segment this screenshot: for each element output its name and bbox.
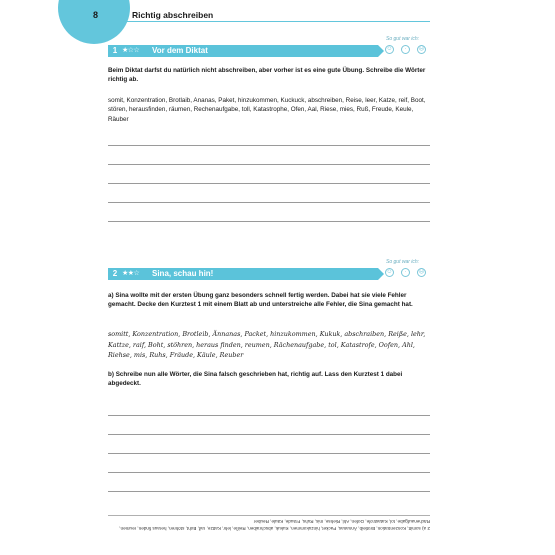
- writing-line[interactable]: [108, 164, 430, 165]
- task-1-header: [108, 45, 378, 57]
- smiley-sad-icon[interactable]: ☹: [418, 269, 425, 275]
- smiley-happy-icon[interactable]: ☺: [386, 46, 393, 52]
- task-2b-instruction: b) Schreibe nun alle Wörter, die Sina falsch geschrieben hat, richtig auf. Lass den Kurztest 1 dabei abgedeckt.: [108, 371, 403, 388]
- rating-label-2: So gut war ich:: [386, 259, 420, 265]
- writing-line[interactable]: [108, 415, 430, 416]
- task-title: Sina, schau hin!: [152, 269, 214, 278]
- task-title: Vor dem Diktat: [152, 46, 208, 55]
- writing-line[interactable]: [108, 472, 430, 473]
- answer-key-upside-down: 2 a) somitt, Konzentration, Brotleib, Ännanas, Packet, hinzukommen, Kukuk, abschraiben, Reiße, lehr, Kattze, raif, Boht, stöhren, heraus finden, reumen, Rächenaufgabe, tol, Katastrofe, Oofen, Ahl, Riehse, mis, Ruhs, Fräude, Käule, Reuber: [119, 519, 430, 531]
- smiley-sad-icon[interactable]: ☹: [418, 46, 425, 52]
- difficulty-stars-icon: ★★☆: [122, 270, 140, 277]
- writing-line[interactable]: [108, 434, 430, 435]
- smiley-neutral-icon[interactable]: ·: [401, 45, 410, 54]
- task-1-word-list: somit, Konzentration, Brotlaib, Ananas, Paket, hinzukommen, Kuckuck, abschreiben, Reise, leer, Katze, reif, Boot, stören, herausfinden, räumen, Rechenaufgabe, toll, Katastrophe, Ofen, Aal, Riese, mies, Ruß, Freude, Keule, Räuber: [108, 97, 426, 123]
- task-2a-instruction: a) Sina wollte mit der ersten Übung ganz besonders schnell fertig werden. Dabei hat sie viele Fehler gemacht. Decke den Kurztest 1 mit einem Blatt ab und unterstreiche alle Fehler, die Sina gemacht hat.: [108, 292, 413, 309]
- task-number: 2: [112, 269, 118, 278]
- footer-divider: [108, 515, 430, 516]
- page-number: 8: [93, 10, 99, 20]
- smiley-neutral-icon[interactable]: ·: [401, 268, 410, 277]
- handwritten-word-list: somitt, Konzentration, Brotleib, Ännanas, Packet, hinzukommen, Kukuk, abschraiben, Reiße, lehr, Kattze, raif, Boht, stöhren, heraus finden, reumen, Rächenaufgabe, tol, Katastrofe, Oofen, Ahl, Riehse, mis, Ruhs, Fräude, Käule, Reuber: [108, 330, 426, 359]
- writing-line[interactable]: [108, 221, 430, 222]
- page-number-circle: [58, 0, 130, 44]
- smiley-happy-icon[interactable]: ☺: [386, 269, 393, 275]
- writing-line[interactable]: [108, 183, 430, 184]
- chapter-title: Richtig abschreiben: [132, 10, 214, 20]
- writing-line[interactable]: [108, 453, 430, 454]
- task-number: 1: [112, 46, 118, 55]
- task-1-instruction: Beim Diktat darfst du natürlich nicht abschreiben, aber vorher ist es eine gute Übung. Schreibe die Wörter richtig ab.: [108, 67, 426, 84]
- header-divider: [108, 21, 430, 22]
- task-2-header: [108, 268, 378, 280]
- difficulty-stars-icon: ★☆☆: [122, 47, 140, 54]
- writing-line[interactable]: [108, 491, 430, 492]
- rating-label-1: So gut war ich:: [386, 36, 420, 42]
- writing-line[interactable]: [108, 202, 430, 203]
- writing-line[interactable]: [108, 145, 430, 146]
